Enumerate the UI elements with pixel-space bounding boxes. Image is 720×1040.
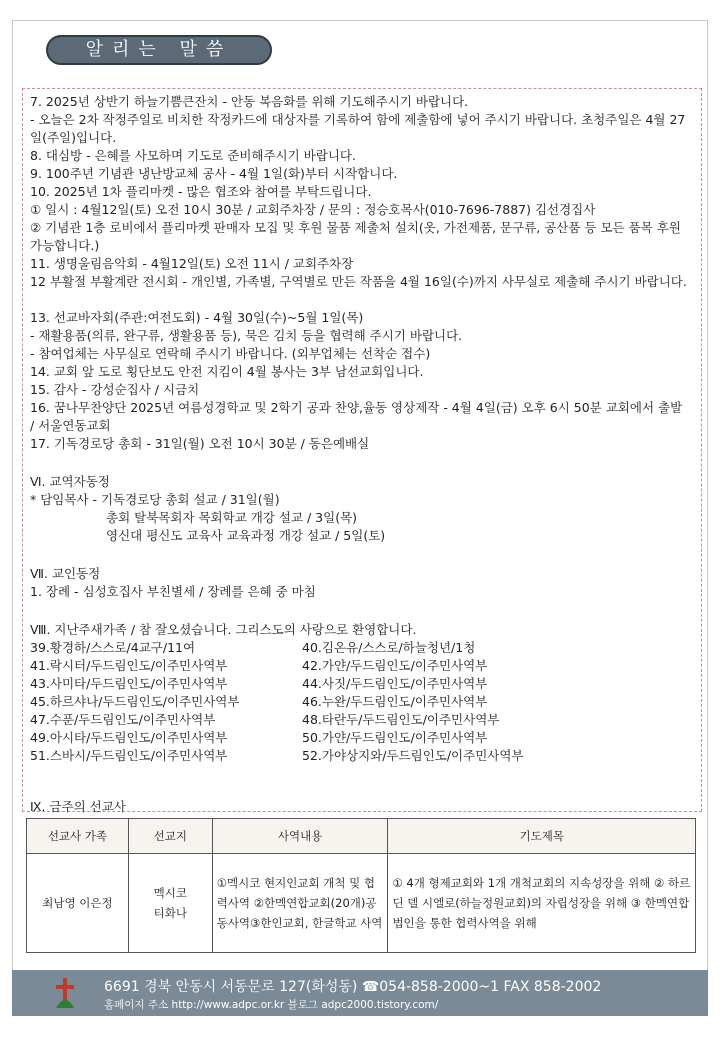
cell-family: 최남영 이은정	[27, 854, 129, 953]
announcement-line: 15. 감사 - 강성순집사 / 시금치	[30, 382, 200, 397]
header-prayer: 기도제목	[388, 819, 696, 854]
announcement-line: 총회 탈북목회자 목회학교 개강 설교 / 3일(목)	[106, 510, 358, 525]
place-city: 티화나	[153, 906, 187, 920]
new-family-item: 41.락시터/두드림인도/이주민사역부	[30, 658, 228, 673]
new-family-item: 42.가얀/두드림인도/이주민사역부	[302, 658, 488, 673]
section-heading: Ⅵ. 교역자동정	[30, 474, 110, 489]
announcement-line: 12 부활절 부활계란 전시회 - 개인별, 가족별, 구역별로 만든 작품을 4월 16일(수)까지 사무실로 제출해 주시기 바랍니다.	[30, 274, 687, 289]
new-family-item: 50.가얀/두드림인도/이주민사역부	[302, 730, 488, 745]
announcement-line: 7. 2025년 상반기 하늘기쁨큰잔치 - 안동 복음화를 위해 기도해주시기 바랍니다.	[30, 94, 469, 109]
new-family-item: 40.김온유/스스로/하늘청년/1청	[302, 640, 476, 655]
announcement-line: 11. 생명울림음악회 - 4월12일(토) 오전 11시 / 교회주차장	[30, 256, 354, 271]
announcement-line: 9. 100주년 기념관 냉난방교체 공사 - 4월 1일(화)부터 시작합니다.	[30, 166, 398, 181]
new-family-item: 39.황경하/스스로/4교구/11여	[30, 640, 196, 655]
cell-work: ①멕시코 현지인교회 개척 및 협력사역 ②한멕연합교회(20개)공동사역③한인교회, 한글학교 사역	[212, 854, 388, 953]
footer-address: 6691 경북 안동시 서동문로 127(화성동) ☎054-858-2000~1 FAX 858-2002	[104, 979, 602, 995]
announcement-line: - 오늘은 2차 작정주일로 비치한 작정카드에 대상자를 기록하여 함에 제출함에 넣어 주시기 바랍니다. 초청주일은 4월 27일(주일)입니다.	[30, 112, 686, 145]
new-family-item: 46.누완/두드림인도/이주민사역부	[302, 694, 488, 709]
new-family-item: 52.가야상지와/두드림인도/이주민사역부	[302, 748, 524, 763]
announcement-line: 영신대 평신도 교육사 교육과정 개강 설교 / 5일(토)	[106, 528, 386, 543]
section-heading: Ⅷ. 지난주새가족 / 참 잘오셨습니다. 그리스도의 사랑으로 환영합니다.	[30, 622, 417, 637]
place-country: 멕시코	[153, 886, 187, 900]
cell-prayer: ① 4개 형제교회와 1개 개척교회의 지속성장을 위해 ② 하르딘 델 시엘로(하늘정원교회)의 자립성장을 위해 ③ 한멕연합법인을 통한 협력사역을 위해	[388, 854, 696, 953]
page-title: 알리는 말씀	[85, 39, 233, 60]
new-family-item: 49.아시타/두드림인도/이주민사역부	[30, 730, 228, 745]
announcement-line: 1. 장례 - 심성호집사 부친별세 / 장례를 은혜 중 마침	[30, 584, 316, 599]
table-row	[27, 854, 696, 953]
new-family-item: 47.수푼/두드림인도/이주민사역부	[30, 712, 216, 727]
announcement-line: 8. 대심방 - 은혜를 사모하며 기도로 준비해주시기 바랍니다.	[30, 148, 356, 163]
section-heading: Ⅶ. 교인동정	[30, 566, 101, 581]
new-family-item: 48.타란두/두드림인도/이주민사역부	[302, 712, 500, 727]
announcement-line: 14. 교회 앞 도로 횡단보도 안전 지킴이 4월 봉사는 3부 남선교회입니다.	[30, 364, 424, 379]
cell-place	[128, 854, 212, 953]
header-family: 선교사 가족	[27, 819, 129, 854]
announcement-line: 17. 기독경로당 총회 - 31일(월) 오전 10시 30분 / 동은예배실	[30, 436, 370, 451]
missionary-section-title: Ⅸ. 금주의 선교사	[30, 799, 126, 814]
new-family-item: 45.하르샤나/두드림인도/이주민사역부	[30, 694, 240, 709]
announcement-line: - 재활용품(의류, 완구류, 생활용품 등), 묵은 김치 등을 협력해 주시기 바랍니다.	[30, 328, 463, 343]
section-title-pill	[46, 35, 272, 65]
new-family-item: 51.스바시/두드림인도/이주민사역부	[30, 748, 228, 763]
announcement-line: * 담임목사 - 기독경로당 총회 설교 / 31일(월)	[30, 492, 280, 507]
announcement-line: - 참여업체는 사무실로 연락해 주시기 바랍니다. (외부업체는 선착순 접수)	[30, 346, 431, 361]
header-place: 선교지	[128, 819, 212, 854]
footer-bar	[12, 970, 708, 1016]
footer-website: 홈페이지 주소 http://www.adpc.or.kr 블로그 adpc2000.tistory.com/	[104, 999, 439, 1011]
header-work: 사역내용	[212, 819, 388, 854]
missionary-table	[26, 818, 696, 953]
new-family-item: 44.사짓/두드림인도/이주민사역부	[302, 676, 488, 691]
announcement-line: 16. 꿈나무찬양단 2025년 여름성경학교 및 2학기 공과 찬양,율동 영상제작 - 4월 4일(금) 오후 6시 50분 교회에서 출발 / 서울연동교회	[30, 400, 683, 433]
church-cross-logo-icon	[54, 978, 76, 1008]
table-header-row	[27, 819, 696, 854]
announcement-line: 10. 2025년 1차 플리마켓 - 많은 협조와 참여를 부탁드립니다.	[30, 184, 372, 199]
announcement-line: ② 기념관 1층 로비에서 플리마켓 판매자 모집 및 후원 물품 제출처 설치(옷, 가전제품, 문구류, 공산품 등 모든 품목 후원 가능합니다.)	[30, 220, 681, 253]
announcement-line: ① 일시 : 4월12일(토) 오전 10시 30분 / 교회주차장 / 문의 : 정승호목사(010-7696-7887) 김선경집사	[30, 202, 596, 217]
announcement-line: 13. 선교바자회(주관:여전도회) - 4월 30일(수)~5월 1일(목)	[30, 310, 364, 325]
new-family-item: 43.사미타/두드림인도/이주민사역부	[30, 676, 228, 691]
